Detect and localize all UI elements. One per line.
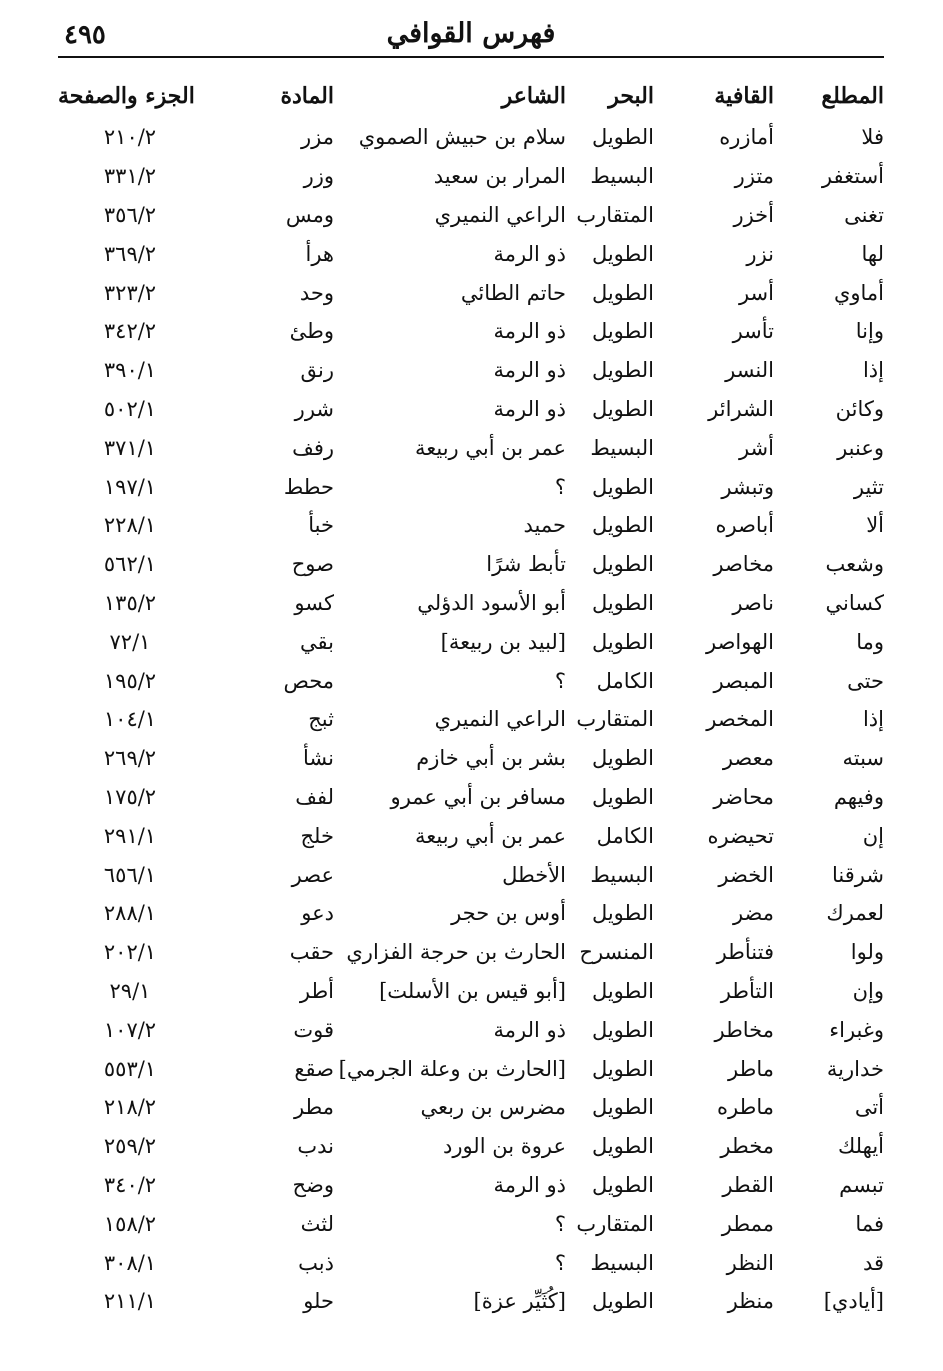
cell-matla: [أيادي] <box>823 1289 884 1314</box>
cell-madda: دعو <box>301 901 334 926</box>
cell-shaer: الحارث بن حرجة الفزاري <box>346 940 566 965</box>
cell-madda: رنق <box>300 358 334 383</box>
cell-qafiya: مخاطر <box>714 1017 774 1042</box>
cell-bahr: الطويل <box>591 358 654 383</box>
cell-bahr: الطويل <box>591 784 654 809</box>
cell-juz-text: ١٠٧/٢ <box>103 1017 157 1042</box>
cell-juz <box>58 700 242 739</box>
cell-shaer: ذو الرمة <box>493 358 566 383</box>
cell-qafiya: فتنأطر <box>716 940 774 965</box>
cell-juz <box>58 1204 242 1243</box>
cell-matla: إذا <box>862 358 884 383</box>
cell-juz <box>58 1127 242 1166</box>
cell-shaer: عمر بن أبي ربيعة <box>414 823 566 848</box>
table-row <box>58 622 884 661</box>
cell-madda: ذبب <box>298 1250 334 1275</box>
cell-matla: وإن <box>852 978 884 1003</box>
table-header-row <box>58 74 884 118</box>
cell-bahr: الطويل <box>591 1017 654 1042</box>
cell-madda: لثث <box>300 1211 334 1236</box>
cell-madda: صقع <box>294 1056 334 1081</box>
cell-juz-text: ٢١١/١ <box>103 1289 157 1314</box>
cell-bahr: الطويل <box>591 241 654 266</box>
table-row <box>58 467 884 506</box>
cell-bahr: الطويل <box>591 396 654 421</box>
cell-juz-text: ٣٥٦/٢ <box>103 202 157 227</box>
cell-qafiya: التأطر <box>720 978 774 1003</box>
cell-matla: وشعب <box>825 552 884 577</box>
cell-juz-text: ١٩٧/١ <box>103 474 157 499</box>
cell-shaer: حميد <box>523 513 566 538</box>
table-row <box>58 312 884 351</box>
cell-juz <box>58 545 242 584</box>
cell-qafiya: أباصره <box>715 513 774 538</box>
table-row <box>58 584 884 623</box>
cell-juz <box>58 1088 242 1127</box>
table-body <box>58 118 884 1321</box>
header-matla: المطلع <box>821 83 884 109</box>
cell-shaer: ؟ <box>554 668 566 693</box>
table-row <box>58 157 884 196</box>
cell-madda: أطر <box>299 978 334 1003</box>
table-row <box>58 234 884 273</box>
cell-shaer: الراعي النميري <box>434 707 566 732</box>
cell-juz <box>58 972 242 1011</box>
cell-shaer: أبو الأسود الدؤلي <box>417 590 566 615</box>
header-bahr: البحر <box>608 83 654 109</box>
cell-matla: كساني <box>825 590 884 615</box>
cell-bahr: الطويل <box>591 746 654 771</box>
header-juz <box>58 74 242 118</box>
cell-matla: قد <box>862 1250 884 1275</box>
cell-bahr: الطويل <box>591 590 654 615</box>
cell-qafiya: متزر <box>734 164 774 189</box>
cell-matla: وكائن <box>835 396 884 421</box>
cell-juz <box>58 855 242 894</box>
cell-juz-text: ١٩٥/٢ <box>103 668 157 693</box>
cell-juz-text: ٢٩١/١ <box>103 823 157 848</box>
cell-juz <box>58 622 242 661</box>
cell-juz-text: ٣٤٢/٢ <box>103 319 157 344</box>
table-row <box>58 506 884 545</box>
cell-shaer: عروة بن الورد <box>442 1134 566 1159</box>
cell-juz <box>58 739 242 778</box>
cell-bahr: البسيط <box>590 1250 654 1275</box>
cell-qafiya: ممطر <box>721 1211 774 1236</box>
table-row <box>58 933 884 972</box>
table-row <box>58 661 884 700</box>
cell-juz <box>58 1166 242 1205</box>
cell-bahr: البسيط <box>590 435 654 460</box>
rhymes-index-table <box>58 74 884 1321</box>
table-row <box>58 816 884 855</box>
cell-shaer: [أبو قيس بن الأسلت] <box>379 978 566 1003</box>
cell-qafiya: أخزر <box>733 202 774 227</box>
cell-matla: فلا <box>861 125 884 150</box>
cell-juz <box>58 234 242 273</box>
cell-qafiya: المخصر <box>706 707 774 732</box>
table-row <box>58 196 884 235</box>
cell-juz-text: ٢٩/١ <box>109 978 151 1003</box>
cell-matla: تثير <box>853 474 884 499</box>
cell-bahr: البسيط <box>590 164 654 189</box>
cell-shaer: الأخطل <box>502 862 566 887</box>
cell-madda: عصر <box>291 862 334 887</box>
cell-qafiya: معصر <box>722 746 774 771</box>
cell-shaer: ذو الرمة <box>493 1017 566 1042</box>
cell-madda: صوح <box>291 552 334 577</box>
cell-bahr: الطويل <box>591 1134 654 1159</box>
cell-juz-text: ١٠٤/١ <box>103 707 157 732</box>
cell-juz-text: ٢١٠/٢ <box>103 125 157 150</box>
table-row <box>58 894 884 933</box>
cell-juz <box>58 351 242 390</box>
cell-juz <box>58 390 242 429</box>
cell-qafiya: مضر <box>732 901 774 926</box>
cell-bahr: المتقارب <box>576 202 654 227</box>
cell-shaer: ؟ <box>554 1250 566 1275</box>
cell-juz <box>58 584 242 623</box>
cell-madda: شرر <box>294 396 334 421</box>
cell-shaer: حاتم الطائي <box>460 280 566 305</box>
cell-madda: وحد <box>299 280 334 305</box>
cell-bahr: الكامل <box>596 823 654 848</box>
cell-bahr: الطويل <box>591 552 654 577</box>
cell-bahr: الطويل <box>591 280 654 305</box>
cell-qafiya: نزر <box>746 241 774 266</box>
cell-madda: بقي <box>300 629 334 654</box>
cell-bahr: الطويل <box>591 1095 654 1120</box>
cell-qafiya: الشرائر <box>708 396 774 421</box>
cell-matla: وعنبر <box>837 435 884 460</box>
cell-shaer: ؟ <box>554 474 566 499</box>
cell-juz-text: ٦٥٦/١ <box>103 862 157 887</box>
cell-juz <box>58 1243 242 1282</box>
cell-qafiya: تحيضره <box>707 823 774 848</box>
cell-juz-text: ٢٦٩/٢ <box>103 746 157 771</box>
cell-qafiya: ناصر <box>732 590 774 615</box>
cell-shaer: ذو الرمة <box>493 396 566 421</box>
table-row <box>58 118 884 157</box>
cell-shaer: ذو الرمة <box>493 241 566 266</box>
cell-bahr: المنسرح <box>579 940 654 965</box>
cell-madda: رفف <box>292 435 334 460</box>
cell-juz <box>58 1010 242 1049</box>
cell-matla: سبته <box>842 746 884 771</box>
cell-matla: ألا <box>866 513 884 538</box>
cell-juz <box>58 196 242 235</box>
cell-qafiya: القطر <box>722 1172 774 1197</box>
cell-juz-text: ٣٠٨/١ <box>103 1250 157 1275</box>
cell-shaer: الراعي النميري <box>434 202 566 227</box>
header-qafiya: القافية <box>714 83 774 109</box>
cell-madda: ندب <box>297 1134 334 1159</box>
cell-bahr: الطويل <box>591 1172 654 1197</box>
cell-bahr: الطويل <box>591 125 654 150</box>
table-row <box>58 351 884 390</box>
cell-bahr: البسيط <box>590 862 654 887</box>
cell-juz-text: ١٥٨/٢ <box>103 1211 157 1236</box>
cell-qafiya: أسر <box>738 280 774 305</box>
cell-madda: مزر <box>301 125 334 150</box>
table-row <box>58 1166 884 1205</box>
page-number: ٤٩٥ <box>64 20 106 50</box>
cell-madda: وضح <box>292 1172 334 1197</box>
cell-juz <box>58 661 242 700</box>
header-madda: المادة <box>280 83 334 109</box>
table-row <box>58 390 884 429</box>
table-row <box>58 1204 884 1243</box>
cell-shaer: تأبط شرًا <box>486 552 566 577</box>
cell-juz-text: ٧٢/١ <box>109 629 151 654</box>
cell-juz <box>58 816 242 855</box>
cell-shaer: المرار بن سعيد <box>433 164 566 189</box>
cell-qafiya: تأسر <box>732 319 774 344</box>
table-row <box>58 273 884 312</box>
table-row <box>58 1049 884 1088</box>
cell-juz-text: ١٣٥/٢ <box>103 590 157 615</box>
cell-juz-text: ٥٥٣/١ <box>103 1056 157 1081</box>
running-title: فهرس القوافي <box>386 18 556 49</box>
cell-matla: إذا <box>862 707 884 732</box>
cell-qafiya: الهواصر <box>705 629 774 654</box>
table-row <box>58 739 884 778</box>
table-row <box>58 1127 884 1166</box>
cell-madda: حقب <box>289 940 334 965</box>
cell-matla: فما <box>855 1211 884 1236</box>
cell-juz <box>58 428 242 467</box>
cell-juz-text: ٣٩٠/١ <box>103 358 157 383</box>
cell-shaer: [لبيد بن ربيعة] <box>440 629 566 654</box>
cell-bahr: الكامل <box>596 668 654 693</box>
cell-qafiya: المبصر <box>713 668 774 693</box>
cell-matla: أيهلك <box>837 1134 884 1159</box>
cell-matla: وما <box>856 629 884 654</box>
cell-bahr: الطويل <box>591 474 654 499</box>
cell-juz <box>58 312 242 351</box>
cell-juz-text: ٢٢٨/١ <box>103 513 157 538</box>
cell-madda: نشأ <box>303 746 334 771</box>
cell-juz <box>58 506 242 545</box>
cell-juz <box>58 894 242 933</box>
cell-qafiya: الخضر <box>718 862 774 887</box>
cell-shaer: سلام بن حبيش الصموي <box>358 125 566 150</box>
cell-bahr: الطويل <box>591 629 654 654</box>
cell-matla: أماوي <box>833 280 884 305</box>
cell-matla: وغبراء <box>829 1017 884 1042</box>
cell-shaer: ذو الرمة <box>493 1172 566 1197</box>
cell-matla: تغنى <box>844 202 884 227</box>
cell-bahr: المتقارب <box>576 1211 654 1236</box>
cell-juz <box>58 933 242 972</box>
cell-madda: حطط <box>283 474 334 499</box>
cell-madda: ومس <box>285 202 334 227</box>
cell-qafiya: النسر <box>725 358 774 383</box>
cell-matla: ولوا <box>850 940 884 965</box>
cell-shaer: [الحارث بن وعلة الجرمي] <box>338 1056 566 1081</box>
page-header <box>58 18 884 58</box>
cell-bahr: الطويل <box>591 1056 654 1081</box>
cell-qafiya: منظر <box>727 1289 774 1314</box>
table-row <box>58 855 884 894</box>
cell-matla: أتى <box>854 1095 884 1120</box>
cell-madda: وزر <box>303 164 334 189</box>
cell-madda: هرأ <box>305 241 334 266</box>
cell-madda: مطر <box>293 1095 334 1120</box>
cell-bahr: الطويل <box>591 901 654 926</box>
cell-shaer: ذو الرمة <box>493 319 566 344</box>
cell-juz-text: ٣٣١/٢ <box>103 164 157 189</box>
table-row <box>58 428 884 467</box>
cell-madda: خلج <box>300 823 334 848</box>
cell-juz <box>58 118 242 157</box>
cell-matla: وإنا <box>855 319 884 344</box>
table-row <box>58 700 884 739</box>
cell-bahr: المتقارب <box>576 707 654 732</box>
cell-shaer: بشر بن أبي خازم <box>416 746 566 771</box>
cell-bahr: الطويل <box>591 978 654 1003</box>
cell-qafiya: مخطر <box>720 1134 774 1159</box>
cell-qafiya: مخاصر <box>713 552 774 577</box>
cell-bahr: الطويل <box>591 319 654 344</box>
cell-madda: حلو <box>303 1289 334 1314</box>
cell-qafiya: ماطره <box>717 1095 774 1120</box>
cell-juz <box>58 273 242 312</box>
table-row <box>58 1282 884 1321</box>
cell-madda: كسو <box>294 590 334 615</box>
cell-juz <box>58 467 242 506</box>
cell-shaer: مسافر بن أبي عمرو <box>390 784 566 809</box>
cell-bahr: الطويل <box>591 1289 654 1314</box>
cell-qafiya: أمازره <box>719 125 774 150</box>
cell-juz-text: ٢٠٢/١ <box>103 940 157 965</box>
cell-qafiya: وتبشر <box>721 474 774 499</box>
table-row <box>58 1088 884 1127</box>
table-row <box>58 778 884 817</box>
table-row <box>58 545 884 584</box>
cell-matla: خدارية <box>826 1056 884 1081</box>
cell-juz-text: ٣٤٠/٢ <box>103 1172 157 1197</box>
cell-madda: ثبج <box>308 707 334 732</box>
cell-juz-text: ٥٦٢/١ <box>103 552 157 577</box>
cell-matla: لعمرك <box>826 901 884 926</box>
header-juz-label: الجزء والصفحة <box>58 83 195 109</box>
cell-juz <box>58 1049 242 1088</box>
cell-juz-text: ٣٧١/١ <box>103 435 157 460</box>
cell-qafiya: النظر <box>726 1250 774 1275</box>
cell-shaer: [كُثَيِّر عزة] <box>473 1289 566 1314</box>
cell-shaer: عمر بن أبي ربيعة <box>414 435 566 460</box>
cell-matla: شرقنا <box>832 862 884 887</box>
cell-qafiya: محاضر <box>713 784 774 809</box>
cell-qafiya: أشر <box>738 435 774 460</box>
cell-matla: إن <box>862 823 884 848</box>
cell-matla: أستغفر <box>821 164 884 189</box>
cell-madda: وطئ <box>289 319 334 344</box>
cell-shaer: مضرس بن ربعي <box>420 1095 566 1120</box>
cell-shaer: أوس بن حجر <box>451 901 566 926</box>
cell-matla: حتى <box>847 668 884 693</box>
header-shaer: الشاعر <box>501 83 566 109</box>
cell-madda: خبأ <box>308 513 334 538</box>
cell-matla: وفيهم <box>833 784 884 809</box>
cell-madda: قوت <box>293 1017 334 1042</box>
table-row <box>58 1243 884 1282</box>
cell-madda: لفف <box>295 784 334 809</box>
table-row <box>58 972 884 1011</box>
table-row <box>58 1010 884 1049</box>
cell-shaer: ؟ <box>554 1211 566 1236</box>
cell-qafiya: ماطر <box>728 1056 774 1081</box>
cell-juz-text: ٢١٨/٢ <box>103 1095 157 1120</box>
cell-juz <box>58 1282 242 1321</box>
cell-juz <box>58 778 242 817</box>
cell-matla: تبسم <box>839 1172 884 1197</box>
cell-juz <box>58 157 242 196</box>
cell-bahr: الطويل <box>591 513 654 538</box>
cell-juz-text: ٢٨٨/١ <box>103 901 157 926</box>
cell-matla: لها <box>861 241 884 266</box>
cell-juz-text: ٥٠٢/١ <box>103 396 157 421</box>
cell-madda: محص <box>283 668 334 693</box>
cell-juz-text: ٣٢٣/٢ <box>103 280 157 305</box>
cell-juz-text: ٢٥٩/٢ <box>103 1134 157 1159</box>
cell-juz-text: ٣٦٩/٢ <box>103 241 157 266</box>
cell-juz-text: ١٧٥/٢ <box>103 784 157 809</box>
